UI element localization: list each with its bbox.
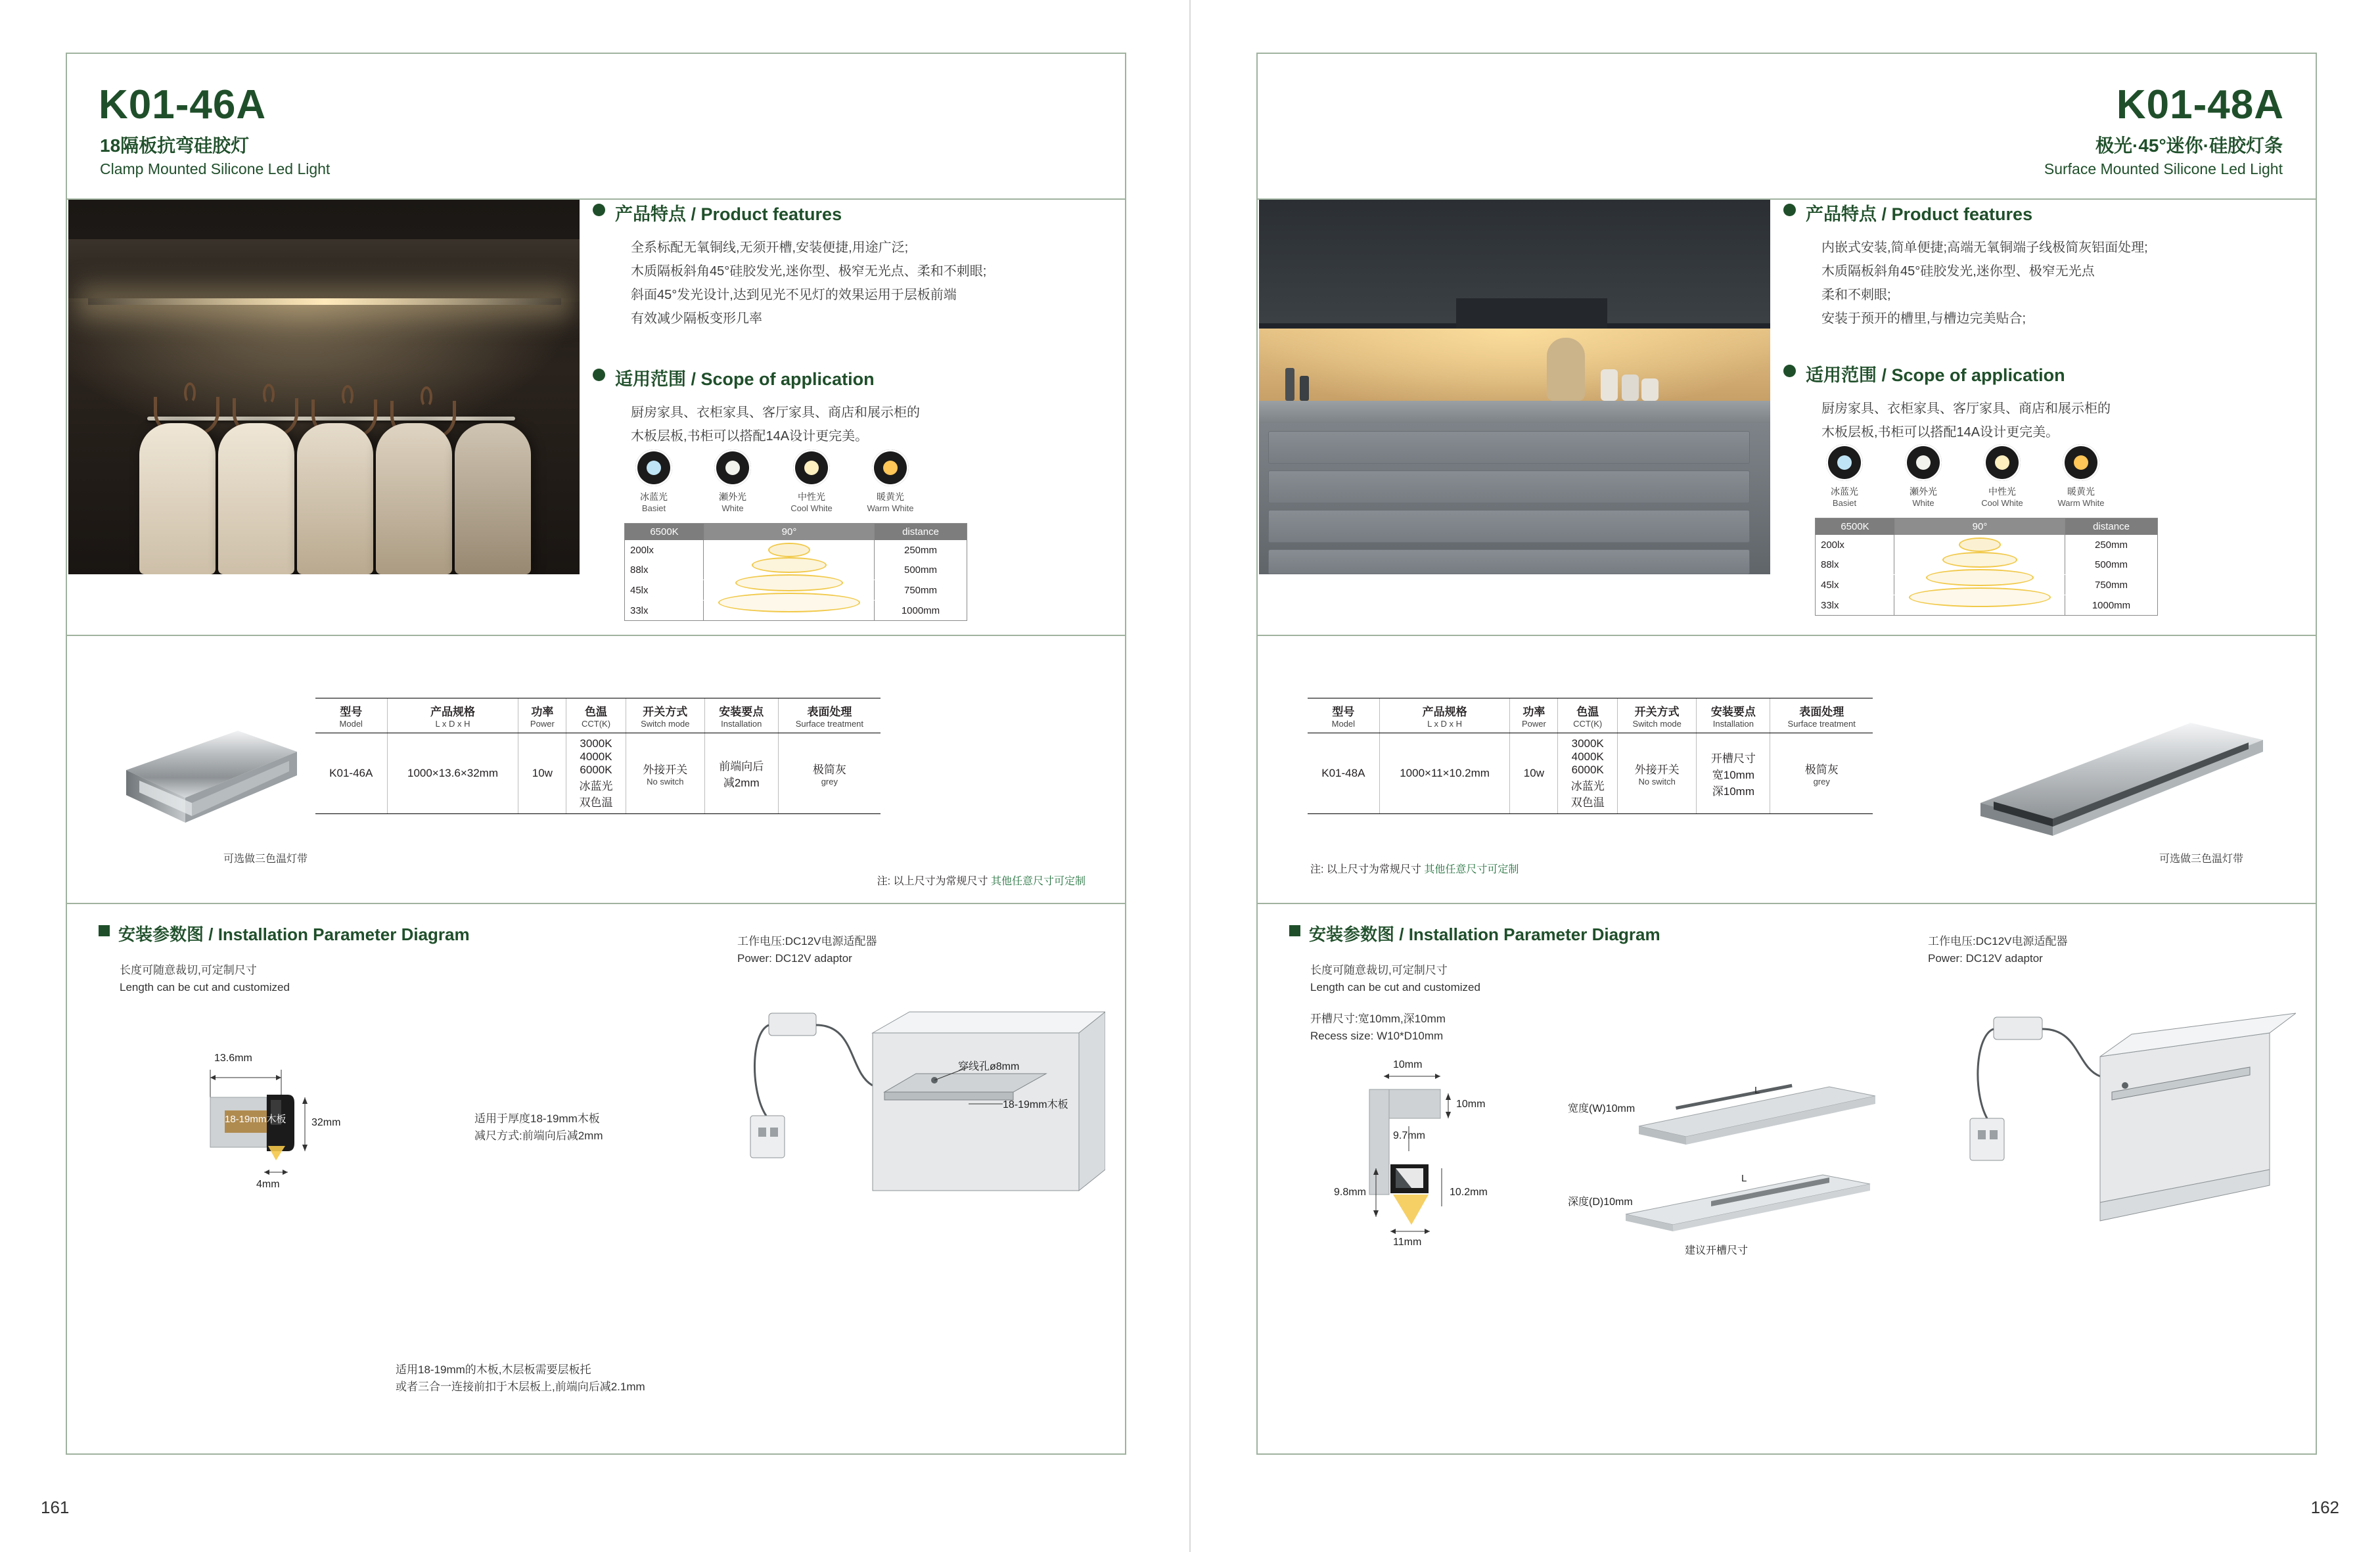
cell-surface: 极简灰 grey <box>1770 733 1873 814</box>
cell-installation: 前端向后 减2mm <box>704 733 778 814</box>
scope-list <box>631 401 1132 448</box>
square-bullet-icon <box>1289 925 1300 936</box>
subtitle-cn: 18隔板抗弯硅胶灯 <box>100 135 250 156</box>
product-features-heading: 产品特点 / Product features <box>1783 200 2322 225</box>
color-temp-icon <box>793 449 830 486</box>
header-left <box>67 54 1125 198</box>
bullet-dot-icon <box>1783 204 1796 216</box>
table-cell: 250mm <box>2065 535 2157 555</box>
color-temp-icon <box>1905 444 1942 481</box>
list-item: 斜面45°发光设计,达到见光不见灯的效果运用于层板前端 <box>631 288 957 302</box>
beam-angle: 90° <box>704 524 875 540</box>
spec-section-top-rule <box>67 635 1125 636</box>
cct-label-cn: 暖黄光 <box>877 491 904 502</box>
col-installation: 安装要点 Installation <box>1697 698 1770 733</box>
recess-note-cn: 开槽尺寸:宽10mm,深10mm <box>1310 1013 1446 1025</box>
install-bottom-note-left <box>396 1361 645 1396</box>
board-label: 18-19mm木板 <box>225 1114 286 1125</box>
cct-label-cn: 瀬外光 <box>719 491 746 502</box>
col-surface: 表面处理 Surface treatment <box>1770 698 1873 733</box>
col-power: 功率 Power <box>518 698 566 733</box>
section-diagram-left <box>159 1026 527 1237</box>
voltage-note-cn: 工作电压:DC12V电源适配器 <box>1928 935 2068 947</box>
install-title-en: Installation Parameter Diagram <box>217 924 470 944</box>
install-note-line1: 适用于厚度18-19mm木板 <box>474 1112 600 1125</box>
board-label-2: 18-19mm木板 <box>1003 1099 1068 1110</box>
col-cct: 色温 CCT(K) <box>566 698 626 733</box>
cut-note-en: Length can be cut and customized <box>1310 981 1480 993</box>
table-header-row <box>315 698 881 733</box>
cell-size: 1000×13.6×32mm <box>387 733 518 814</box>
list-item: 全系标配无氧铜线,无须开槽,安装便捷,用途广泛; <box>631 240 909 255</box>
page-right <box>1191 0 2380 1552</box>
cct-label-en: Cool White <box>1981 498 2023 508</box>
color-temp-icon <box>1826 444 1863 481</box>
footnote-plain: 注: 以上尺寸为常规尺寸 <box>877 876 988 887</box>
list-item: 有效减少隔板变形几率 <box>631 311 762 326</box>
bottom-note-line1: 适用18-19mm的木板,木层板需要层板托 <box>396 1363 591 1376</box>
list-item: 安装于预开的槽里,与槽边完美贴合; <box>1821 311 2026 326</box>
features-list <box>1821 236 2322 331</box>
page-title: K01-46A <box>99 82 267 127</box>
beam-illuminance-table-left <box>624 523 967 621</box>
profile-width-label: 宽度(W)10mm <box>1568 1103 1636 1114</box>
page-right-frame <box>1256 53 2317 1455</box>
cut-note-right <box>1310 962 1480 996</box>
product-note-left: 可选做三色温灯带 <box>223 854 308 865</box>
beam-distance-header: distance <box>902 526 939 537</box>
recess-note-right <box>1310 1011 1446 1045</box>
list-item: 木质隔板斜角45°硅胶发光,迷你型、极窄无光点、柔和不刺眼; <box>631 264 987 279</box>
install-note-line2: 减尺方式:前端向后减2mm <box>474 1130 603 1142</box>
voltage-note-left <box>737 933 877 967</box>
color-temp-icon <box>1984 444 2021 481</box>
feature-column-left <box>593 200 1132 616</box>
spec-table-right <box>1308 698 1873 814</box>
cut-note-cn: 长度可随意裁切,可定制尺寸 <box>1310 964 1448 976</box>
bottom-note-line2: 或者三合一连接前扣于木层板上,前端向后减2.1mm <box>396 1381 645 1393</box>
cct-icon-row-left <box>626 449 919 513</box>
beam-angle: 90° <box>1895 518 2065 535</box>
recess-note-en: Recess size: W10*D10mm <box>1310 1030 1444 1042</box>
col-switch: 开关方式 Switch mode <box>626 698 704 733</box>
cell-power: 10w <box>518 733 566 814</box>
profile-depth-label: 深度(D)10mm <box>1568 1197 1633 1208</box>
dim-top: 10mm <box>1393 1059 1423 1070</box>
suggest-label: 建议开槽尺寸 <box>1685 1245 1749 1256</box>
cct-icon-cool-white <box>1974 444 2030 508</box>
installation-heading-left: 安装参数图 / Installation Parameter Diagram <box>99 921 470 946</box>
cct-label-en: White <box>1912 498 1934 508</box>
table-row <box>625 524 967 540</box>
table-cell: 33lx <box>625 601 704 620</box>
cct-label-en: White <box>721 503 744 513</box>
table-cell: 200lx <box>1816 535 1894 555</box>
perspective-diagram-left <box>737 993 1105 1256</box>
profile-drawings-right <box>1568 1053 1902 1256</box>
cct-label-cn: 暖黄光 <box>2067 486 2095 497</box>
col-size: 产品规格 L x D x H <box>1379 698 1510 733</box>
install-title-en: Installation Parameter Diagram <box>1408 924 1660 944</box>
color-temp-icon <box>714 449 751 486</box>
cct-icon-basiet <box>1816 444 1873 508</box>
table-cell: 1000mm <box>874 601 967 620</box>
table-cell: 500mm <box>2065 555 2157 574</box>
bullet-dot-icon <box>593 369 605 381</box>
col-surface: 表面处理 Surface treatment <box>778 698 881 733</box>
features-list <box>631 236 1132 331</box>
product-photo-kitchen <box>1259 200 1770 574</box>
cct-icon-row-right <box>1816 444 2109 508</box>
list-item: 厨房家具、衣柜家具、客厅家具、商店和展示柜的 <box>1821 401 2111 416</box>
voltage-note-en: Power: DC12V adaptor <box>737 952 852 965</box>
spec-footnote-left <box>877 873 1086 888</box>
table-row <box>1816 518 2157 535</box>
cell-model: K01-46A <box>315 733 387 814</box>
list-item: 木质隔板斜角45°硅胶发光,迷你型、极窄无光点 <box>1821 264 2095 279</box>
footnote-highlight: 其他任意尺寸可定制 <box>1424 864 1519 875</box>
col-size: 产品规格 L x D x H <box>387 698 518 733</box>
footnote-plain: 注: 以上尺寸为常规尺寸 <box>1310 864 1421 875</box>
spec-section-bottom-rule <box>67 903 1125 904</box>
cell-model: K01-48A <box>1308 733 1379 814</box>
table-row <box>1308 733 1873 814</box>
cell-cct: 3000K 4000K 6000K 冰蓝光 双色温 <box>566 733 626 814</box>
subtitle-en: Clamp Mounted Silicone Led Light <box>100 160 331 177</box>
col-model: 型号 Model <box>1308 698 1379 733</box>
subtitle-cn: 极光·45°迷你·硅胶灯条 <box>2095 135 2283 156</box>
beam-diagram <box>625 540 967 620</box>
cct-label-en: Basiet <box>641 503 666 513</box>
square-bullet-icon <box>99 925 110 936</box>
recess-section-diagram <box>1330 1053 1593 1269</box>
dim-width: 13.6mm <box>214 1053 252 1064</box>
cut-note-cn: 长度可随意裁切,可定制尺寸 <box>120 964 257 976</box>
dim-bottom: 4mm <box>256 1179 280 1190</box>
col-model: 型号 Model <box>315 698 387 733</box>
voltage-note-en: Power: DC12V adaptor <box>1928 952 2043 965</box>
cell-cct: 3000K 4000K 6000K 冰蓝光 双色温 <box>1558 733 1618 814</box>
features-title-en: Product features <box>700 204 842 224</box>
cell-power: 10w <box>1510 733 1558 814</box>
install-note-left <box>474 1110 603 1145</box>
table-row <box>315 733 881 814</box>
page-number-left: 161 <box>41 1497 70 1517</box>
header-right <box>1258 54 2316 198</box>
table-cell: 750mm <box>874 580 967 600</box>
voltage-note-cn: 工作电压:DC12V电源适配器 <box>737 935 877 947</box>
product-photo-closet <box>68 200 580 574</box>
install-title-cn: 安装参数图 <box>118 924 204 944</box>
features-title-en: Product features <box>1891 204 2033 224</box>
svg-text:L: L <box>1741 1173 1747 1184</box>
table-cell: 500mm <box>874 560 967 580</box>
svg-text:L: L <box>1754 1085 1760 1096</box>
table-cell: 88lx <box>625 560 704 580</box>
cct-icon-warm-white <box>862 449 919 513</box>
cut-note-en: Length can be cut and customized <box>120 981 290 993</box>
color-temp-icon <box>2063 444 2099 481</box>
col-cct: 色温 CCT(K) <box>1558 698 1618 733</box>
col-installation: 安装要点 Installation <box>704 698 778 733</box>
cct-label-en: Warm White <box>867 503 914 513</box>
col-switch: 开关方式 Switch mode <box>1618 698 1697 733</box>
feature-column-right <box>1783 200 2322 611</box>
list-item: 木板层板,书柜可以搭配14A设计更完美。 <box>631 429 869 444</box>
cell-surface: 极简灰 grey <box>778 733 881 814</box>
cell-size: 1000×11×10.2mm <box>1379 733 1510 814</box>
dim-depth: 10mm <box>1456 1099 1486 1110</box>
scope-heading: 适用范围 / Scope of application <box>1783 361 2322 386</box>
cell-switch: 外接开关 No switch <box>626 733 704 814</box>
installation-heading-right: 安装参数图 / Installation Parameter Diagram <box>1289 921 1660 946</box>
color-temp-icon <box>872 449 909 486</box>
table-cell: 45lx <box>1816 575 1894 595</box>
spec-table-left <box>315 698 881 814</box>
beam-cct: 6500K <box>625 524 704 540</box>
features-title-sep: / <box>691 204 701 224</box>
perspective-diagram-right <box>1915 993 2296 1256</box>
scope-heading <box>593 365 1132 390</box>
cct-icon-white <box>1895 444 1952 508</box>
bullet-dot-icon <box>593 204 605 216</box>
features-title-cn: 产品特点 <box>615 204 686 224</box>
product-profile-image-right <box>1954 711 2283 842</box>
product-note-right: 可选做三色温灯带 <box>2159 854 2243 865</box>
cct-label-cn: 中性光 <box>798 491 825 502</box>
list-item: 柔和不刺眼; <box>1821 288 1891 302</box>
cell-installation: 开槽尺寸 宽10mm 深10mm <box>1697 733 1770 814</box>
cct-label-cn: 瀬外光 <box>1910 486 1937 497</box>
beam-diagram <box>1816 535 2157 615</box>
cct-label-en: Cool White <box>790 503 833 513</box>
cell-switch: 外接开关 No switch <box>1618 733 1697 814</box>
scope-title-cn: 适用范围 <box>1806 365 1877 385</box>
page-left <box>0 0 1189 1552</box>
cct-label-cn: 中性光 <box>1988 486 2016 497</box>
page-left-frame <box>66 53 1126 1455</box>
dim-height: 32mm <box>311 1117 341 1128</box>
bullet-dot-icon <box>1783 365 1796 377</box>
subtitle-en: Surface Mounted Silicone Led Light <box>2044 160 2283 177</box>
col-power: 功率 Power <box>1510 698 1558 733</box>
voltage-note-right <box>1928 933 2068 967</box>
footnote-highlight: 其他任意尺寸可定制 <box>990 876 1086 887</box>
spec-section-top-rule <box>1258 635 2316 636</box>
cct-label-cn: 冰蓝光 <box>1831 486 1858 497</box>
cct-icon-white <box>704 449 761 513</box>
table-cell: 88lx <box>1816 555 1894 574</box>
page-number-right: 162 <box>2310 1497 2339 1517</box>
install-title-cn: 安装参数图 <box>1309 924 1395 944</box>
table-cell: 33lx <box>1816 595 1894 615</box>
scope-title-sep: / <box>691 369 701 389</box>
page-title: K01-48A <box>2116 82 2284 127</box>
dim-inner: 9.7mm <box>1393 1130 1425 1141</box>
spec-section-bottom-rule <box>1258 903 2316 904</box>
product-features-heading <box>593 200 1132 225</box>
table-cell: 200lx <box>625 540 704 560</box>
beam-cone-graphic <box>704 540 874 620</box>
wire-hole-label: 穿线孔ø8mm <box>958 1061 1020 1072</box>
beam-distance-header: distance <box>2093 521 2130 532</box>
dim-left: 9.8mm <box>1334 1187 1366 1198</box>
scope-title-en: Scope of application <box>700 369 875 389</box>
table-cell: 750mm <box>2065 575 2157 595</box>
cut-note-left <box>120 962 290 996</box>
table-cell: 250mm <box>874 540 967 560</box>
beam-cone-graphic <box>1895 535 2065 615</box>
beam-illuminance-table-right <box>1815 518 2158 616</box>
cct-icon-basiet <box>626 449 682 513</box>
list-item: 内嵌式安装,简单便捷;高端无氧铜端子线极简灰铝面处理; <box>1821 240 2148 255</box>
cct-label-en: Basiet <box>1832 498 1857 508</box>
list-item: 厨房家具、衣柜家具、客厅家具、商店和展示柜的 <box>631 405 920 420</box>
beam-cct: 6500K <box>1816 518 1895 535</box>
cct-icon-cool-white <box>783 449 840 513</box>
list-item: 木板层板,书柜可以搭配14A设计更完美。 <box>1821 425 2059 440</box>
dim-bottom: 11mm <box>1393 1237 1422 1248</box>
color-temp-icon <box>635 449 672 486</box>
table-cell: 1000mm <box>2065 595 2157 615</box>
table-cell: 45lx <box>625 580 704 600</box>
dim-right: 10.2mm <box>1450 1187 1488 1198</box>
scope-list <box>1821 397 2322 444</box>
features-title-cn: 产品特点 <box>1806 204 1877 224</box>
table-header-row <box>1308 698 1873 733</box>
spec-footnote-right <box>1310 861 1519 876</box>
cct-icon-warm-white <box>2053 444 2109 508</box>
cct-label-en: Warm White <box>2057 498 2105 508</box>
cct-label-cn: 冰蓝光 <box>640 491 668 502</box>
scope-title-cn: 适用范围 <box>615 369 686 389</box>
scope-title-en: Scope of application <box>1891 365 2065 385</box>
